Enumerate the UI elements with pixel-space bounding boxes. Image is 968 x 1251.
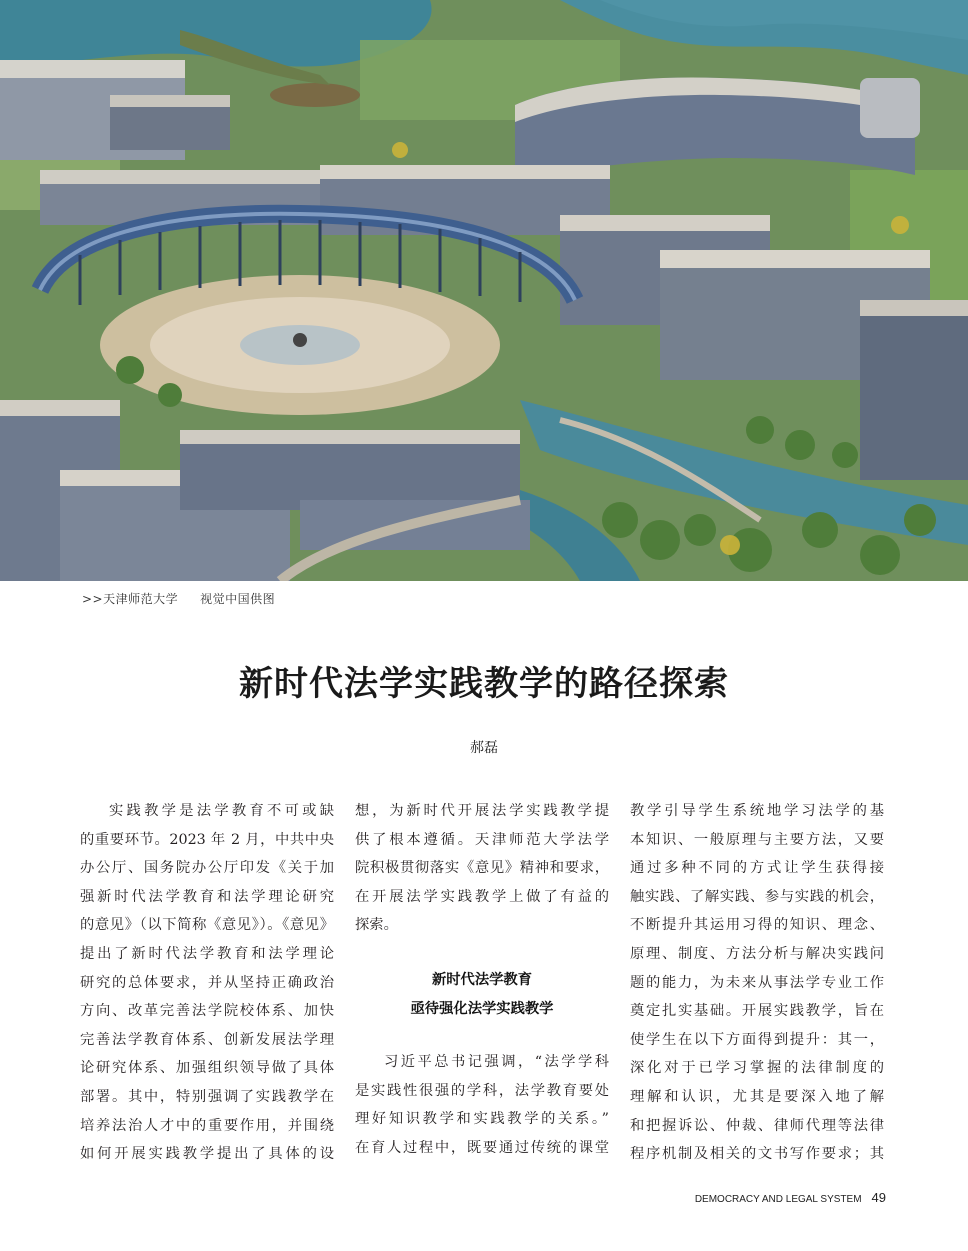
- caption-source: >>天津师范大学: [82, 592, 179, 606]
- text-line: 供了根本遵循。天津师范大学法学: [355, 831, 609, 848]
- text-line: 本知识、一般原理与主要方法，又要: [630, 831, 884, 848]
- text-line: 题的能力，为未来从事法学专业工作: [630, 974, 884, 991]
- text-line: 通过多种不同的方式让学生获得接: [630, 860, 884, 877]
- text-line: 部署。其中，特别强调了实践教学在: [80, 1088, 334, 1105]
- text-line: 是实践性很强的学科，法学教育要处: [355, 1082, 609, 1099]
- text-line: 提出了新时代法学教育和法学理论: [80, 945, 334, 962]
- body-column-3: [630, 797, 884, 1169]
- magazine-name: DEMOCRACY AND LEGAL SYSTEM: [694, 1194, 862, 1205]
- text-line: 探索。: [355, 917, 398, 934]
- campus-aerial-photo: [0, 0, 968, 581]
- text-line: 如何开展实践教学提出了具体的设: [80, 1146, 334, 1163]
- subheading-line-2: 亟待强化法学实践教学: [410, 1000, 554, 1017]
- text-line: 的意见》（以下简称《意见》）。《意见》: [80, 917, 334, 934]
- body-column-2-top: [355, 797, 609, 940]
- text-line: 不断提升其运用习得的知识、理念、: [630, 917, 884, 934]
- photo-caption: [82, 590, 275, 607]
- page-footer: [695, 1190, 886, 1205]
- text-line: 原理、制度、方法分析与解决实践问: [630, 945, 884, 962]
- body-column-2-bottom: [355, 1048, 609, 1162]
- text-line: 教学引导学生系统地学习法学的基: [630, 803, 884, 819]
- article-author: 郝磊: [470, 740, 498, 756]
- text-line: 理解和认识，尤其是要深入地了解: [630, 1088, 884, 1105]
- text-line: 奠定扎实基础。开展实践教学，旨在: [630, 1003, 884, 1020]
- text-line: 的重要环节。2023 年 2 月，中共中央: [80, 831, 334, 848]
- text-line: 习近平总书记强调，“法学学科: [384, 1054, 609, 1070]
- text-line: 强新时代法学教育和法学理论研究: [80, 888, 334, 905]
- page-number: 49: [871, 1190, 886, 1205]
- text-line: 使学生在以下方面得到提升：其一，: [630, 1031, 884, 1048]
- text-line: 培养法治人才中的重要作用，并围绕: [80, 1117, 334, 1134]
- text-line: 和把握诉讼、仲裁、律师代理等法律: [630, 1117, 884, 1134]
- text-line: 院积极贯彻落实《意见》精神和要求，: [355, 860, 609, 877]
- caption-credit: 视觉中国供图: [200, 592, 276, 606]
- campus-aerial-illustration: [0, 0, 968, 581]
- text-line: 触实践、了解实践、参与实践的机会，: [630, 888, 884, 905]
- text-line: 论研究体系、加强组织领导做了具体: [80, 1060, 334, 1077]
- text-line: 想，为新时代开展法学实践教学提: [355, 803, 609, 819]
- text-line: 理好知识教学和实践教学的关系。”: [355, 1111, 609, 1128]
- text-line: 在育人过程中，既要通过传统的课堂: [355, 1139, 609, 1156]
- text-line: 完善法学教育体系、创新发展法学理: [80, 1031, 334, 1048]
- subheading-line-1: 新时代法学教育: [431, 972, 533, 988]
- body-column-1: [80, 797, 334, 1169]
- text-line: 程序机制及相关的文书写作要求；其: [630, 1146, 884, 1163]
- article-title: 新时代法学实践教学的路径探索: [239, 664, 729, 704]
- text-line: 方向、改革完善法学院校体系、加快: [80, 1003, 334, 1020]
- text-line: 办公厅、国务院办公厅印发《关于加: [80, 860, 334, 877]
- section-subheading: [355, 966, 609, 1023]
- text-line: 研究的总体要求，并从坚持正确政治: [80, 974, 334, 991]
- text-line: 实践教学是法学教育不可或缺: [109, 803, 334, 819]
- text-line: 在开展法学实践教学上做了有益的: [355, 888, 609, 905]
- text-line: 深化对于已学习掌握的法律制度的: [630, 1060, 884, 1077]
